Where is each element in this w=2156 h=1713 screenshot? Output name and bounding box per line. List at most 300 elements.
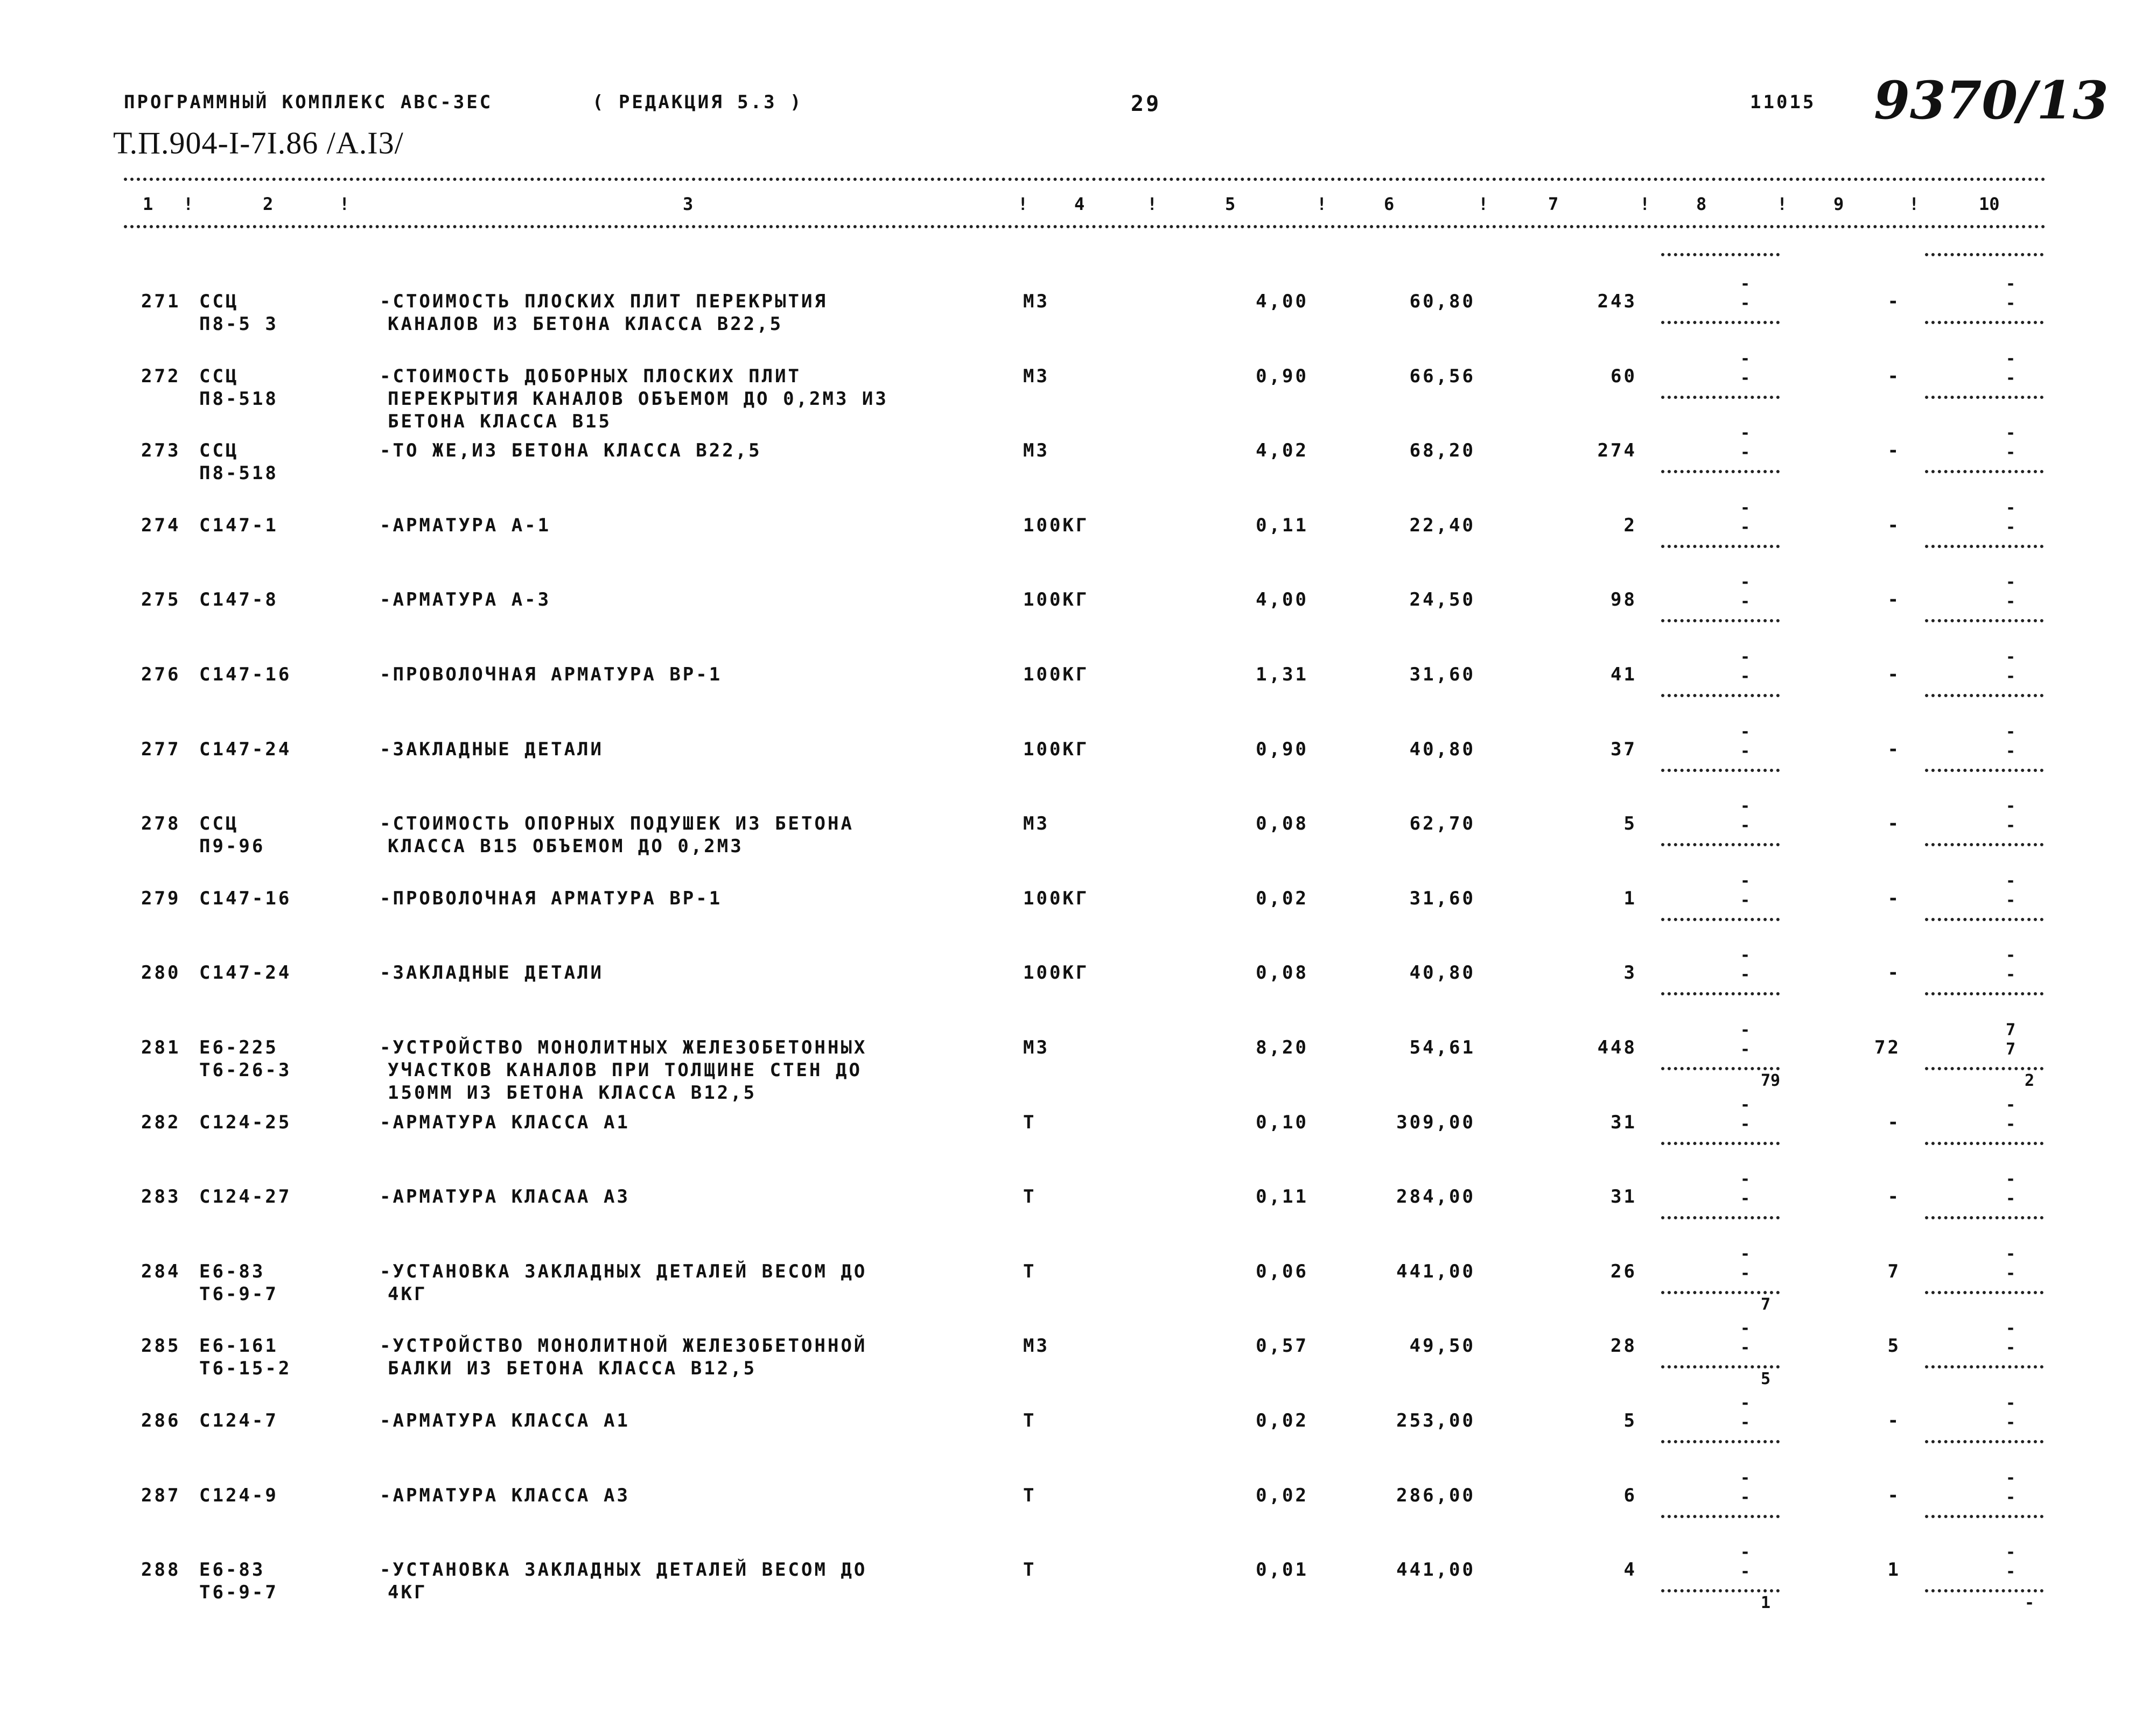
col10-top-value: -: [2006, 648, 2016, 666]
col10-rule: [1925, 1216, 2043, 1219]
row-number: 287: [141, 1485, 181, 1506]
work-description: -ПРОВОЛОЧНАЯ АРМАТУРА ВР-1: [380, 664, 723, 685]
row-number: 272: [141, 366, 181, 387]
quantity: 0,02: [1256, 1410, 1308, 1431]
col10-value: -: [2006, 1413, 2016, 1432]
col8-value: -: [1740, 965, 1751, 984]
work-description: -ЗАКЛАДНЫЕ ДЕТАЛИ: [380, 962, 604, 984]
col8-top-value: -: [1740, 499, 1751, 517]
total-cost: 5: [1623, 813, 1637, 834]
col9-value: -: [1887, 1186, 1901, 1207]
col8-bottom-value: 79: [1761, 1071, 1781, 1090]
col8-top-value: -: [1740, 1394, 1751, 1413]
price-code: Е6-161: [199, 1335, 278, 1357]
unit-price: 22,40: [1409, 515, 1475, 536]
col8-top-value: -: [1740, 1319, 1751, 1338]
edition-label: ( РЕДАКЦИЯ 5.3 ): [592, 92, 803, 113]
price-code: С147-1: [199, 515, 278, 536]
unit-price: 60,80: [1409, 291, 1475, 312]
col10-opening-rule: [1925, 253, 2043, 256]
col8-bottom-value: 1: [1761, 1593, 1771, 1612]
col8-top-value: -: [1740, 872, 1751, 890]
col10-rule: [1925, 1589, 2043, 1592]
unit-price: 441,00: [1396, 1559, 1475, 1581]
quantity: 0,08: [1256, 813, 1308, 834]
header-top-rule: [124, 178, 2046, 181]
col8-top-value: -: [1740, 349, 1751, 368]
quantity: 0,02: [1256, 1485, 1308, 1506]
column-separator: !: [1018, 194, 1028, 214]
col10-value: -: [2006, 294, 2016, 313]
col10-rule: [1925, 396, 2043, 399]
row-number: 283: [141, 1186, 181, 1207]
col9-value: -: [1887, 291, 1901, 312]
work-description: -АРМАТУРА КЛАССА А3: [380, 1485, 630, 1506]
col8-rule: [1661, 1291, 1780, 1294]
quantity: 0,08: [1256, 962, 1308, 984]
col9-value: -: [1887, 1112, 1901, 1133]
col10-value: -: [2006, 1189, 2016, 1208]
col10-rule: [1925, 694, 2043, 697]
work-description-line2: 4КГ: [388, 1582, 428, 1603]
col8-value: -: [1740, 891, 1751, 910]
col10-top-value: -: [2006, 1319, 2016, 1338]
quantity: 0,10: [1256, 1112, 1308, 1133]
work-description: -УСТРОЙСТВО МОНОЛИТНОЙ ЖЕЛЕЗОБЕТОННОЙ: [380, 1335, 867, 1357]
work-description-line2: БАЛКИ ИЗ БЕТОНА КЛАССА В12,5: [388, 1358, 757, 1379]
col10-top-value: -: [2006, 1469, 2016, 1487]
unit: М3: [1023, 1037, 1049, 1058]
unit: 100КГ: [1023, 664, 1089, 685]
col10-rule: [1925, 843, 2043, 846]
col9-value: -: [1887, 589, 1901, 610]
price-code-secondary: Т6-26-3: [199, 1059, 292, 1081]
col8-top-value: -: [1740, 797, 1751, 816]
price-code-secondary: П8-518: [199, 462, 278, 484]
row-number: 278: [141, 813, 181, 834]
quantity: 0,11: [1256, 1186, 1308, 1207]
col8-value: -: [1740, 1488, 1751, 1507]
total-cost: 37: [1611, 739, 1637, 760]
row-number: 285: [141, 1335, 181, 1357]
col10-value: -: [2006, 667, 2016, 686]
column-header-1: 1: [143, 194, 153, 214]
price-code-secondary: Т6-15-2: [199, 1358, 292, 1379]
col10-top-value: -: [2006, 573, 2016, 592]
col9-value: -: [1887, 962, 1901, 984]
col10-rule: [1925, 321, 2043, 324]
col10-value: -: [2006, 369, 2016, 388]
col10-top-value: -: [2006, 349, 2016, 368]
work-description: -УСТАНОВКА ЗАКЛАДНЫХ ДЕТАЛЕЙ ВЕСОМ ДО: [380, 1261, 867, 1282]
work-description: -СТОИМОСТЬ ПЛОСКИХ ПЛИТ ПЕРЕКРЫТИЯ: [380, 291, 828, 312]
col10-rule: [1925, 992, 2043, 995]
col10-value: -: [2006, 891, 2016, 910]
col9-value: 5: [1887, 1335, 1901, 1357]
work-description: -СТОИМОСТЬ ОПОРНЫХ ПОДУШЕК ИЗ БЕТОНА: [380, 813, 854, 834]
col8-rule: [1661, 321, 1780, 324]
price-code: Е6-83: [199, 1261, 265, 1282]
col8-value: -: [1740, 1338, 1751, 1357]
price-code: ССЦ: [199, 291, 239, 312]
col8-rule: [1661, 1440, 1780, 1443]
unit-price: 40,80: [1409, 962, 1475, 984]
total-cost: 28: [1611, 1335, 1637, 1357]
unit: Т: [1023, 1261, 1037, 1282]
col10-value: -: [2006, 1562, 2016, 1581]
col8-rule: [1661, 694, 1780, 697]
col8-top-value: -: [1740, 1096, 1751, 1114]
row-number: 279: [141, 888, 181, 909]
col10-top-value: -: [2006, 797, 2016, 816]
col8-top-value: -: [1740, 722, 1751, 741]
col8-top-value: -: [1740, 1543, 1751, 1562]
col8-rule: [1661, 1365, 1780, 1368]
row-number: 271: [141, 291, 181, 312]
col10-value: -: [2006, 1264, 2016, 1283]
quantity: 4,00: [1256, 291, 1308, 312]
col10-bottom-value: 2: [2025, 1071, 2035, 1090]
col10-top-value: -: [2006, 872, 2016, 890]
work-description-line3: БЕТОНА КЛАССА В15: [388, 411, 612, 432]
work-description: -АРМАТУРА КЛАСАА А3: [380, 1186, 630, 1207]
col8-value: -: [1740, 742, 1751, 761]
total-cost: 26: [1611, 1261, 1637, 1282]
col10-value: -: [2006, 816, 2016, 835]
col10-top-value: -: [2006, 424, 2016, 443]
unit-price: 441,00: [1396, 1261, 1475, 1282]
col9-value: -: [1887, 366, 1901, 387]
col8-top-value: -: [1740, 1245, 1751, 1263]
col8-value: -: [1740, 294, 1751, 313]
row-number: 276: [141, 664, 181, 685]
price-code-secondary: П8-518: [199, 388, 278, 410]
work-description-line2: ПЕРЕКРЫТИЯ КАНАЛОВ ОБЪЕМОМ ДО 0,2М3 ИЗ: [388, 388, 888, 410]
col10-top-value: -: [2006, 1245, 2016, 1263]
unit: Т: [1023, 1485, 1037, 1506]
col8-value: -: [1740, 369, 1751, 388]
col10-rule: [1925, 1515, 2043, 1518]
unit-price: 68,20: [1409, 440, 1475, 461]
total-cost: 41: [1611, 664, 1637, 685]
price-code: ССЦ: [199, 366, 239, 387]
row-number: 280: [141, 962, 181, 984]
row-number: 282: [141, 1112, 181, 1133]
unit: М3: [1023, 1335, 1049, 1357]
col9-value: -: [1887, 1485, 1901, 1506]
quantity: 0,90: [1256, 739, 1308, 760]
col8-opening-rule: [1661, 253, 1780, 256]
total-cost: 448: [1597, 1037, 1637, 1058]
quantity: 0,02: [1256, 888, 1308, 909]
unit: М3: [1023, 440, 1049, 461]
col9-value: -: [1887, 739, 1901, 760]
col10-rule: [1925, 769, 2043, 772]
price-code-secondary: П8-5 3: [199, 313, 278, 335]
total-cost: 31: [1611, 1186, 1637, 1207]
row-number: 284: [141, 1261, 181, 1282]
total-cost: 274: [1597, 440, 1637, 461]
col10-value: -: [2006, 1488, 2016, 1507]
col8-value: -: [1740, 1413, 1751, 1432]
document-reference: Т.П.904-I-7I.86 /А.I3/: [113, 125, 404, 160]
document-code: 11015: [1750, 92, 1816, 113]
unit-price: 253,00: [1396, 1410, 1475, 1431]
unit-price: 284,00: [1396, 1186, 1475, 1207]
column-header-8: 8: [1696, 194, 1707, 214]
work-description: -ПРОВОЛОЧНАЯ АРМАТУРА ВР-1: [380, 888, 723, 909]
col8-rule: [1661, 470, 1780, 473]
col10-rule: [1925, 1291, 2043, 1294]
column-header-5: 5: [1225, 194, 1236, 214]
col10-bottom-value: -: [2025, 1593, 2035, 1612]
price-code: Е6-83: [199, 1559, 265, 1581]
total-cost: 2: [1623, 515, 1637, 536]
column-header-10: 10: [1979, 194, 2000, 214]
col10-rule: [1925, 1142, 2043, 1145]
col10-value: -: [2006, 443, 2016, 462]
quantity: 1,31: [1256, 664, 1308, 685]
row-number: 281: [141, 1037, 181, 1058]
col8-value: -: [1740, 1264, 1751, 1283]
col8-rule: [1661, 1216, 1780, 1219]
col10-top-value: -: [2006, 1543, 2016, 1562]
unit-price: 66,56: [1409, 366, 1475, 387]
work-description-line2: УЧАСТКОВ КАНАЛОВ ПРИ ТОЛЩИНЕ СТЕН ДО: [388, 1059, 862, 1081]
col9-value: -: [1887, 440, 1901, 461]
header-bottom-rule: [124, 225, 2046, 228]
col8-rule: [1661, 545, 1780, 548]
col8-value: -: [1740, 518, 1751, 537]
unit: Т: [1023, 1186, 1037, 1207]
col9-value: -: [1887, 1410, 1901, 1431]
column-header-9: 9: [1833, 194, 1844, 214]
work-description: -ЗАКЛАДНЫЕ ДЕТАЛИ: [380, 739, 604, 760]
column-separator: !: [1317, 194, 1327, 214]
unit: Т: [1023, 1559, 1037, 1581]
total-cost: 5: [1623, 1410, 1637, 1431]
quantity: 0,01: [1256, 1559, 1308, 1581]
unit: 100КГ: [1023, 589, 1089, 610]
column-separator: !: [1777, 194, 1788, 214]
unit: Т: [1023, 1112, 1037, 1133]
row-number: 274: [141, 515, 181, 536]
price-code: С147-24: [199, 739, 292, 760]
col9-value: -: [1887, 515, 1901, 536]
col8-rule: [1661, 1142, 1780, 1145]
col10-rule: [1925, 1365, 2043, 1368]
price-code-secondary: Т6-9-7: [199, 1283, 278, 1305]
unit: М3: [1023, 813, 1049, 834]
total-cost: 31: [1611, 1112, 1637, 1133]
unit: 100КГ: [1023, 888, 1089, 909]
row-number: 273: [141, 440, 181, 461]
column-header-2: 2: [263, 194, 274, 214]
column-separator: !: [1640, 194, 1650, 214]
total-cost: 60: [1611, 366, 1637, 387]
unit-price: 31,60: [1409, 664, 1475, 685]
col9-value: -: [1887, 813, 1901, 834]
price-code: С147-16: [199, 664, 292, 685]
table-row: [0, 1543, 2156, 1656]
col10-value: -: [2006, 965, 2016, 984]
col8-value: -: [1740, 1115, 1751, 1134]
col10-rule: [1925, 1440, 2043, 1443]
price-code: С124-7: [199, 1410, 278, 1431]
quantity: 0,57: [1256, 1335, 1308, 1357]
price-code: С124-27: [199, 1186, 292, 1207]
col8-top-value: -: [1740, 1469, 1751, 1487]
quantity: 0,11: [1256, 515, 1308, 536]
work-description: -УСТАНОВКА ЗАКЛАДНЫХ ДЕТАЛЕЙ ВЕСОМ ДО: [380, 1559, 867, 1581]
column-separator: !: [339, 194, 350, 214]
col8-rule: [1661, 843, 1780, 846]
unit: М3: [1023, 366, 1049, 387]
col8-value: -: [1740, 443, 1751, 462]
price-code: ССЦ: [199, 813, 239, 834]
col10-rule: [1925, 470, 2043, 473]
unit-price: 286,00: [1396, 1485, 1475, 1506]
col8-value: -: [1740, 1040, 1751, 1059]
col10-rule: [1925, 918, 2043, 921]
col8-value: -: [1740, 816, 1751, 835]
work-description: -АРМАТУРА А-3: [380, 589, 551, 610]
price-code: ССЦ: [199, 440, 239, 461]
col8-top-value: -: [1740, 424, 1751, 443]
handwritten-annotation: 9370/13: [1874, 70, 2109, 131]
col10-top-value: -: [2006, 1170, 2016, 1189]
col8-rule: [1661, 1589, 1780, 1592]
col8-value: -: [1740, 592, 1751, 611]
quantity: 4,00: [1256, 589, 1308, 610]
col9-value: 1: [1887, 1559, 1901, 1581]
col8-top-value: -: [1740, 946, 1751, 965]
col10-top-value: -: [2006, 275, 2016, 293]
price-code: С147-8: [199, 589, 278, 610]
unit: Т: [1023, 1410, 1037, 1431]
column-separator: !: [183, 194, 194, 214]
col10-top-value: -: [2006, 499, 2016, 517]
work-description-line2: 4КГ: [388, 1283, 428, 1305]
col10-top-value: 7: [2006, 1021, 2016, 1040]
work-description: -АРМАТУРА КЛАССА А1: [380, 1112, 630, 1133]
unit: 100КГ: [1023, 962, 1089, 984]
col8-top-value: -: [1740, 573, 1751, 592]
col10-value: -: [2006, 1115, 2016, 1134]
work-description: -АРМАТУРА КЛАССА А1: [380, 1410, 630, 1431]
row-number: 288: [141, 1559, 181, 1581]
col8-rule: [1661, 1515, 1780, 1518]
col9-value: -: [1887, 664, 1901, 685]
total-cost: 1: [1623, 888, 1637, 909]
unit-price: 309,00: [1396, 1112, 1475, 1133]
col8-rule: [1661, 619, 1780, 622]
col8-top-value: -: [1740, 1021, 1751, 1040]
col10-top-value: -: [2006, 946, 2016, 965]
work-description: -АРМАТУРА А-1: [380, 515, 551, 536]
col8-rule: [1661, 769, 1780, 772]
total-cost: 98: [1611, 589, 1637, 610]
col10-rule: [1925, 545, 2043, 548]
work-description-line2: КАНАЛОВ ИЗ БЕТОНА КЛАССА В22,5: [388, 313, 783, 335]
quantity: 0,06: [1256, 1261, 1308, 1282]
col10-value: -: [2006, 592, 2016, 611]
col9-value: -: [1887, 888, 1901, 909]
work-description: -ТО ЖЕ,ИЗ БЕТОНА КЛАССА В22,5: [380, 440, 762, 461]
row-number: 275: [141, 589, 181, 610]
col10-top-value: -: [2006, 722, 2016, 741]
total-cost: 243: [1597, 291, 1637, 312]
column-separator: !: [1147, 194, 1158, 214]
unit: 100КГ: [1023, 515, 1089, 536]
col8-bottom-value: 7: [1761, 1295, 1771, 1314]
col8-rule: [1661, 992, 1780, 995]
col8-value: -: [1740, 1189, 1751, 1208]
col9-value: 7: [1887, 1261, 1901, 1282]
price-code-secondary: П9-96: [199, 836, 265, 857]
price-code: С147-24: [199, 962, 292, 984]
col8-bottom-value: 5: [1761, 1370, 1771, 1388]
col8-top-value: -: [1740, 648, 1751, 666]
work-description: -УСТРОЙСТВО МОНОЛИТНЫХ ЖЕЛЕЗОБЕТОННЫХ: [380, 1037, 867, 1058]
unit-price: 62,70: [1409, 813, 1475, 834]
column-header-6: 6: [1384, 194, 1395, 214]
column-header-7: 7: [1548, 194, 1559, 214]
col8-rule: [1661, 396, 1780, 399]
column-header-3: 3: [683, 194, 694, 214]
unit-price: 54,61: [1409, 1037, 1475, 1058]
work-description: -СТОИМОСТЬ ДОБОРНЫХ ПЛОСКИХ ПЛИТ: [380, 366, 802, 387]
column-separator: !: [1909, 194, 1920, 214]
quantity: 4,02: [1256, 440, 1308, 461]
quantity: 0,90: [1256, 366, 1308, 387]
col8-value: -: [1740, 1562, 1751, 1581]
col10-value: -: [2006, 742, 2016, 761]
unit: М3: [1023, 291, 1049, 312]
total-cost: 3: [1623, 962, 1637, 984]
price-code: С147-16: [199, 888, 292, 909]
col10-rule: [1925, 1067, 2043, 1070]
row-number: 277: [141, 739, 181, 760]
col10-rule: [1925, 619, 2043, 622]
unit-price: 49,50: [1409, 1335, 1475, 1357]
unit: 100КГ: [1023, 739, 1089, 760]
column-separator: !: [1478, 194, 1489, 214]
col10-top-value: -: [2006, 1096, 2016, 1114]
unit-price: 40,80: [1409, 739, 1475, 760]
col8-top-value: -: [1740, 1170, 1751, 1189]
quantity: 8,20: [1256, 1037, 1308, 1058]
price-code: С124-9: [199, 1485, 278, 1506]
unit-price: 31,60: [1409, 888, 1475, 909]
total-cost: 4: [1623, 1559, 1637, 1581]
col10-value: -: [2006, 518, 2016, 537]
col8-value: -: [1740, 667, 1751, 686]
col8-rule: [1661, 1067, 1780, 1070]
col8-rule: [1661, 918, 1780, 921]
program-title: ПРОГРАММНЫЙ КОМПЛЕКС АВС-ЗЕС: [124, 92, 493, 113]
col10-top-value: -: [2006, 1394, 2016, 1413]
row-number: 286: [141, 1410, 181, 1431]
page-number: 29: [1131, 92, 1161, 116]
price-code: С124-25: [199, 1112, 292, 1133]
total-cost: 6: [1623, 1485, 1637, 1506]
price-code: Е6-225: [199, 1037, 278, 1058]
col9-value: 72: [1874, 1037, 1901, 1058]
col10-value: -: [2006, 1338, 2016, 1357]
col10-value: 7: [2006, 1040, 2016, 1059]
col8-top-value: -: [1740, 275, 1751, 293]
